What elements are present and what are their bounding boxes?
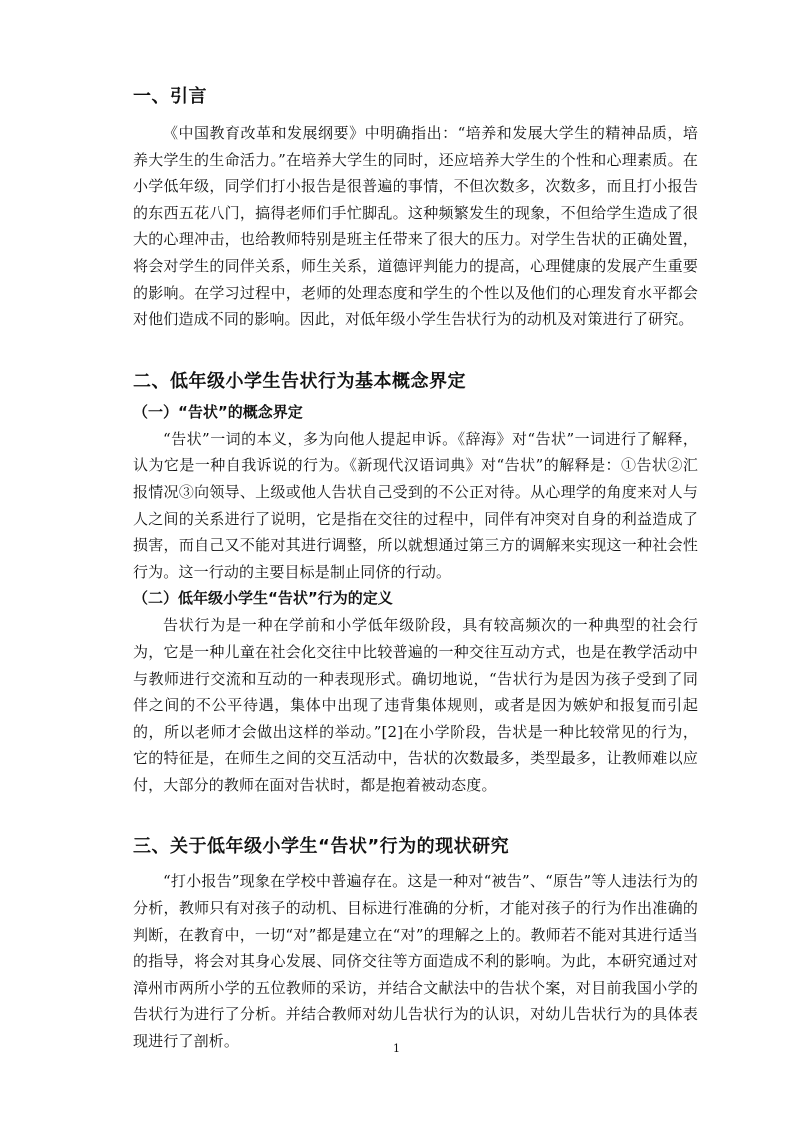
paragraph: 《中国教育改革和发展纲要》中明确指出：“培养和发展大学生的精神品质，培养大学生的生命活力。”在培养大学生的同时，还应培养大学生的个性和心理素质。在小学低年级，同学们打小报告是很普遍的事情，不但次数多，次数多，而且打小报告的东西五花八门，搞得老师们手忙脚乱。这种频繁发生的现象，不但给学生造成了很大的心理冲击，也给教师特别是班主任带来了很大的压力。对学生告状的正确处置，将会对学生的同伴关系，师生关系，道德评判能力的提高，心理健康的发展产生重要的影响。在学习过程中，老师的处理态度和学生的个性以及他们的心理发育水平都会对他们造成不同的影响。因此，对低年级小学生告状行为的动机及对策进行了研究。 <box>133 124 698 329</box>
subsection-title: （二）低年级小学生“告状”行为的定义 <box>133 589 393 608</box>
document-body <box>133 84 698 1055</box>
section-title: 三、关于低年级小学生“告状”行为的现状研究 <box>133 836 510 858</box>
section-introduction <box>133 84 698 333</box>
paragraph: 告状行为是一种在学前和小学低年级阶段，具有较高频次的一种典型的社会行为，它是一种儿童在社会化交往中比较普遍的一种交往互动方式，也是在教学活动中与教师进行交流和互动的一种表现形式。确切地说，“告状行为是因为孩子受到了同伴之间的不公平待遇，集体中出现了违背集体规则，或者是因为嫉妒和报复而引起的，所以老师才会做出这样的举动。”[2]在小学阶段，告状是一种比较常见的行为，它的特征是，在师生之间的交互活动中，告状的次数最多，类型最多，让教师难以应付，大部分的教师在面对告状时，都是抱着被动态度。 <box>133 616 698 794</box>
section-status-research <box>133 834 698 1054</box>
section-title: 二、低年级小学生告状行为基本概念界定 <box>133 370 466 392</box>
section-title: 一、引言 <box>133 86 207 107</box>
page-number: 1 <box>393 1042 400 1055</box>
section-concept-definition <box>133 369 698 799</box>
paragraph: “打小报告”现象在学校中普遍存在。这是一种对“被告”、“原告”等人违法行为的分析，教师只有对孩子的动机、目标进行准确的分析，才能对孩子的行为作出准确的判断，在教育中，一切“对”都是建立在“对”的理解之上的。教师若不能对其进行适当的指导，将会对其身心发展、同侪交往等方面造成不利的影响。为此，本研究通过对漳州市两所小学的五位教师的采访，并结合文献法中的告状个案，对目前我国小学的告状行为进行了分析。并结合教师对幼儿告状行为的认识，对幼儿告状行为的具体表现进行了剖析。 <box>133 872 698 1051</box>
subsection-title: （一）“告状”的概念界定 <box>133 402 303 421</box>
paragraph: “告状”一词的本义，多为向他人提起申诉。《辞海》对“告状”一词进行了解释，认为它是一种自我诉说的行为。《新现代汉语词典》对“告状”的解释是：①告状②汇报情况③向领导、上级或他人告状自己受到的不公正对待。从心理学的角度来对人与人之间的关系进行了说明，它是指在交往的过程中，同伴有冲突对自身的利益造成了损害，而自己又不能对其进行调整，所以就想通过第三方的调解来实现这一种社会性行为。这一行动的主要目标是制止同侪的行动。 <box>133 429 698 581</box>
